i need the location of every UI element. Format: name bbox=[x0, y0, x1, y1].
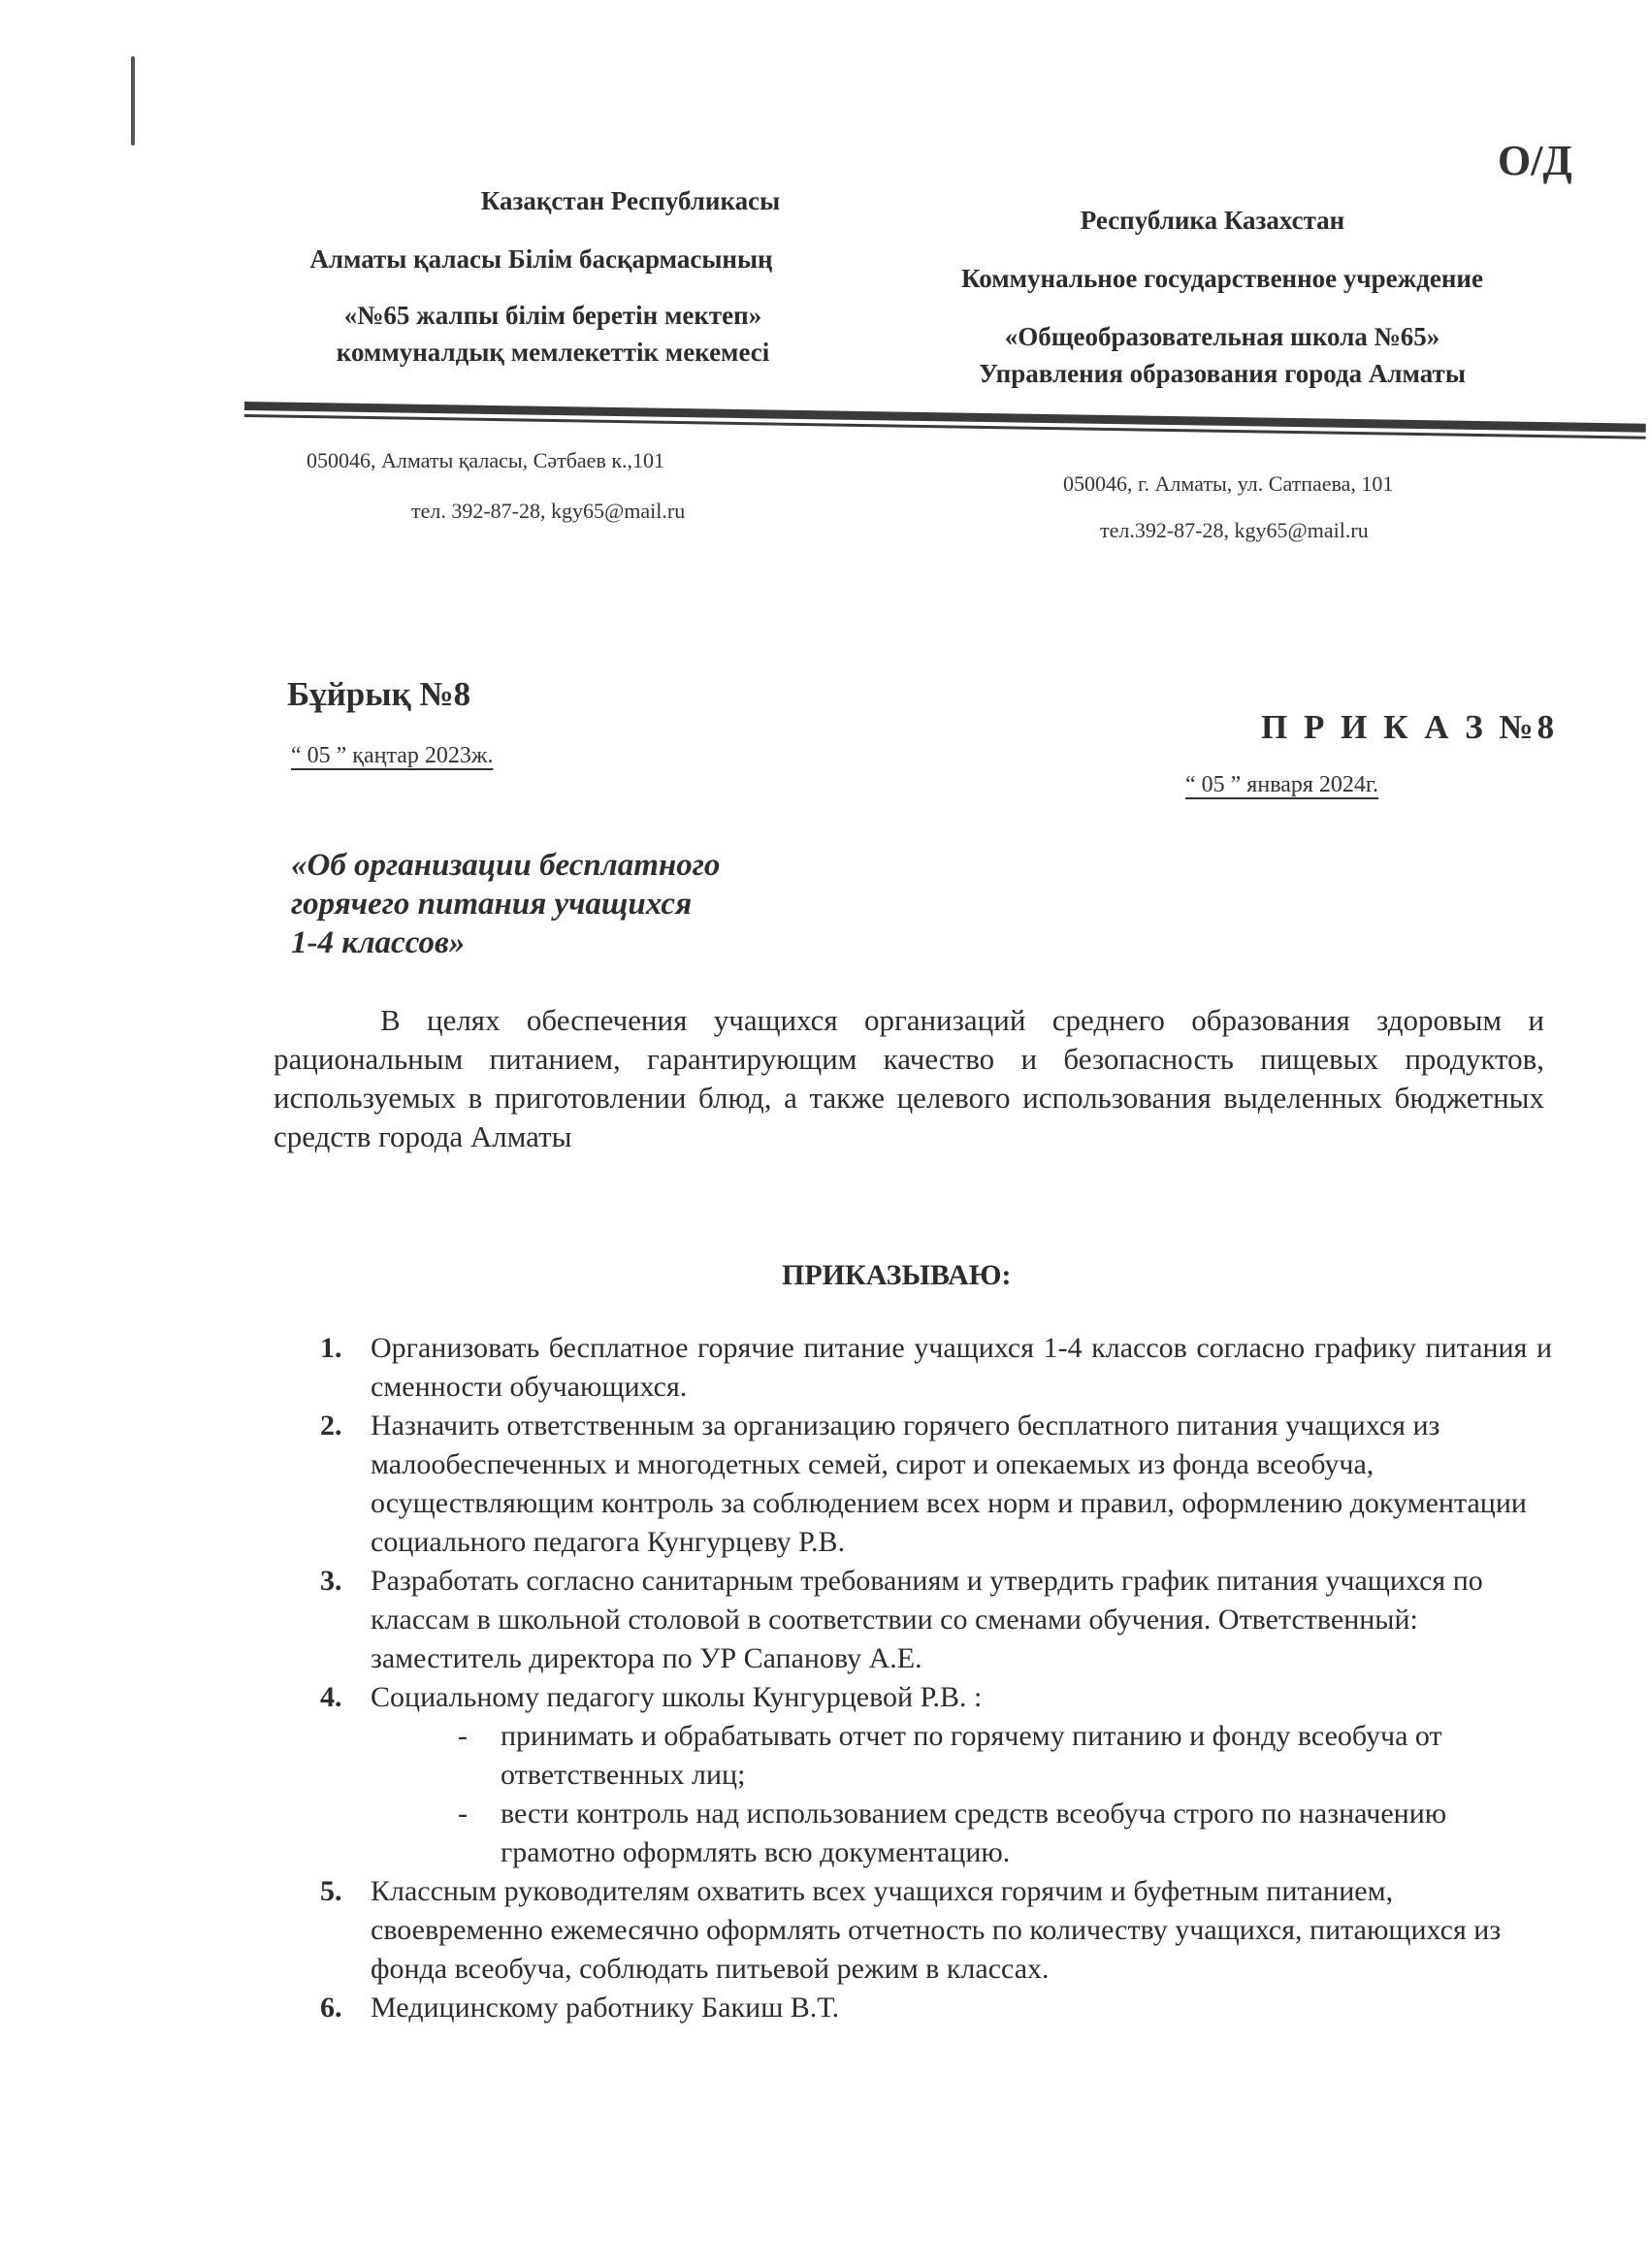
item-text: Разработать согласно санитарным требованиям и утвердить график питания учащихся по классам в школьной столовой в соответствии со сменами обучения. Ответственный: заместитель директора по УР Сапанову А.Е. bbox=[371, 1565, 1483, 1674]
address-ru: 050046, г. Алматы, ул. Сатпаева, 101 bbox=[1063, 471, 1394, 496]
decree-item bbox=[320, 1678, 1552, 1872]
order-title-ru: П Р И К А З №8 bbox=[1261, 708, 1559, 746]
item-number: 2. bbox=[320, 1409, 342, 1442]
decree-item bbox=[320, 1562, 1552, 1678]
letterhead-divider bbox=[244, 402, 1646, 445]
address-kz: 050046, Алматы қаласы, Сәтбаев к.,101 bbox=[307, 448, 665, 472]
sub-item bbox=[458, 1795, 1552, 1872]
decree-item bbox=[320, 1329, 1552, 1407]
item-text: Назначить ответственным за организацию горячего бесплатного питания учащихся из малообеспеченных и многодетных семей, сирот и опекаемых из фонда всеобуча, осуществляющим контроль за соблюдением всех норм и правил, оформлению документации социального педагога Кунгурцеву Р.В. bbox=[371, 1409, 1527, 1558]
phone-email-kz: тел. 392-87-28, kgy65@mail.ru bbox=[411, 499, 686, 523]
item-text: Медицинскому работнику Бакиш В.Т. bbox=[371, 1992, 840, 2024]
sub-item bbox=[458, 1717, 1552, 1795]
sub-items bbox=[371, 1717, 1552, 1872]
registry-mark: О/Д bbox=[1498, 137, 1572, 184]
item-text: Социальному педагогу школы Кунгурцевой Р.В. : bbox=[371, 1681, 983, 1713]
decree-heading: ПРИКАЗЫВАЮ: bbox=[782, 1259, 1012, 1291]
school-name-ru: «Общеобразовательная школа №65» Управления образования города Алматы bbox=[979, 322, 1466, 388]
country-kz: Казақстан Республикасы bbox=[480, 186, 781, 215]
decree-item bbox=[320, 1872, 1552, 1989]
order-date-kz: “ 05 ” қаңтар 2023ж. bbox=[291, 743, 494, 768]
decree-items bbox=[320, 1329, 1552, 2027]
dash-bullet: - bbox=[458, 1720, 468, 1752]
decree-item bbox=[320, 1407, 1552, 1562]
dash-bullet: - bbox=[458, 1798, 468, 1830]
phone-email-ru: тел.392-87-28, kgy65@mail.ru bbox=[1100, 518, 1369, 542]
sub-item-text: принимать и обрабатывать отчет по горячему питанию и фонду всеобуча от ответственных лиц; bbox=[501, 1720, 1442, 1791]
school-name-kz: «№65 жалпы білім беретін мектеп» коммуналдық мемлекеттік мекемесі bbox=[336, 301, 770, 367]
order-subject: «Об организации бесплатного горячего питания учащихся 1-4 классов» bbox=[291, 848, 721, 960]
institution-type-ru: Коммунальное государственное учреждение bbox=[961, 264, 1483, 293]
preamble-paragraph: В целях обеспечения учащихся организаций среднего образования здоровым и рациональным питанием, гарантирующим качество и безопасность пищевых продуктов, используемых в приготовлении блюд, а также целевого использования выделенных бюджетных средств города Алматы bbox=[274, 1003, 1544, 1153]
item-number: 5. bbox=[320, 1875, 342, 1907]
decree-item bbox=[320, 1989, 1552, 2027]
item-text: Классным руководителям охватить всех учащихся горячим и буфетным питанием, своевременно ежемесячно оформлять отчетность по количеству учащихся, питающихся из фонда всеобуча, соблюдать питьевой режим в классах. bbox=[371, 1875, 1502, 1985]
item-text: Организовать бесплатное горячие питание учащихся 1-4 классов согласно графику питания и сменности обучающихся. bbox=[371, 1332, 1552, 1403]
item-number: 3. bbox=[320, 1565, 342, 1597]
order-date-ru: “ 05 ” января 2024г. bbox=[1185, 772, 1379, 797]
order-title-kz: Бұйрық №8 bbox=[287, 675, 471, 713]
department-kz: Алматы қаласы Білім басқармасының bbox=[309, 244, 773, 274]
item-number: 4. bbox=[320, 1681, 342, 1713]
country-ru: Республика Казахстан bbox=[1080, 206, 1345, 235]
item-number: 6. bbox=[320, 1992, 342, 2024]
item-number: 1. bbox=[320, 1332, 342, 1364]
scan-staple-mark bbox=[131, 56, 135, 146]
sub-item-text: вести контроль над использованием средств всеобуча строго по назначению грамотно оформлять всю документацию. bbox=[501, 1798, 1447, 1868]
